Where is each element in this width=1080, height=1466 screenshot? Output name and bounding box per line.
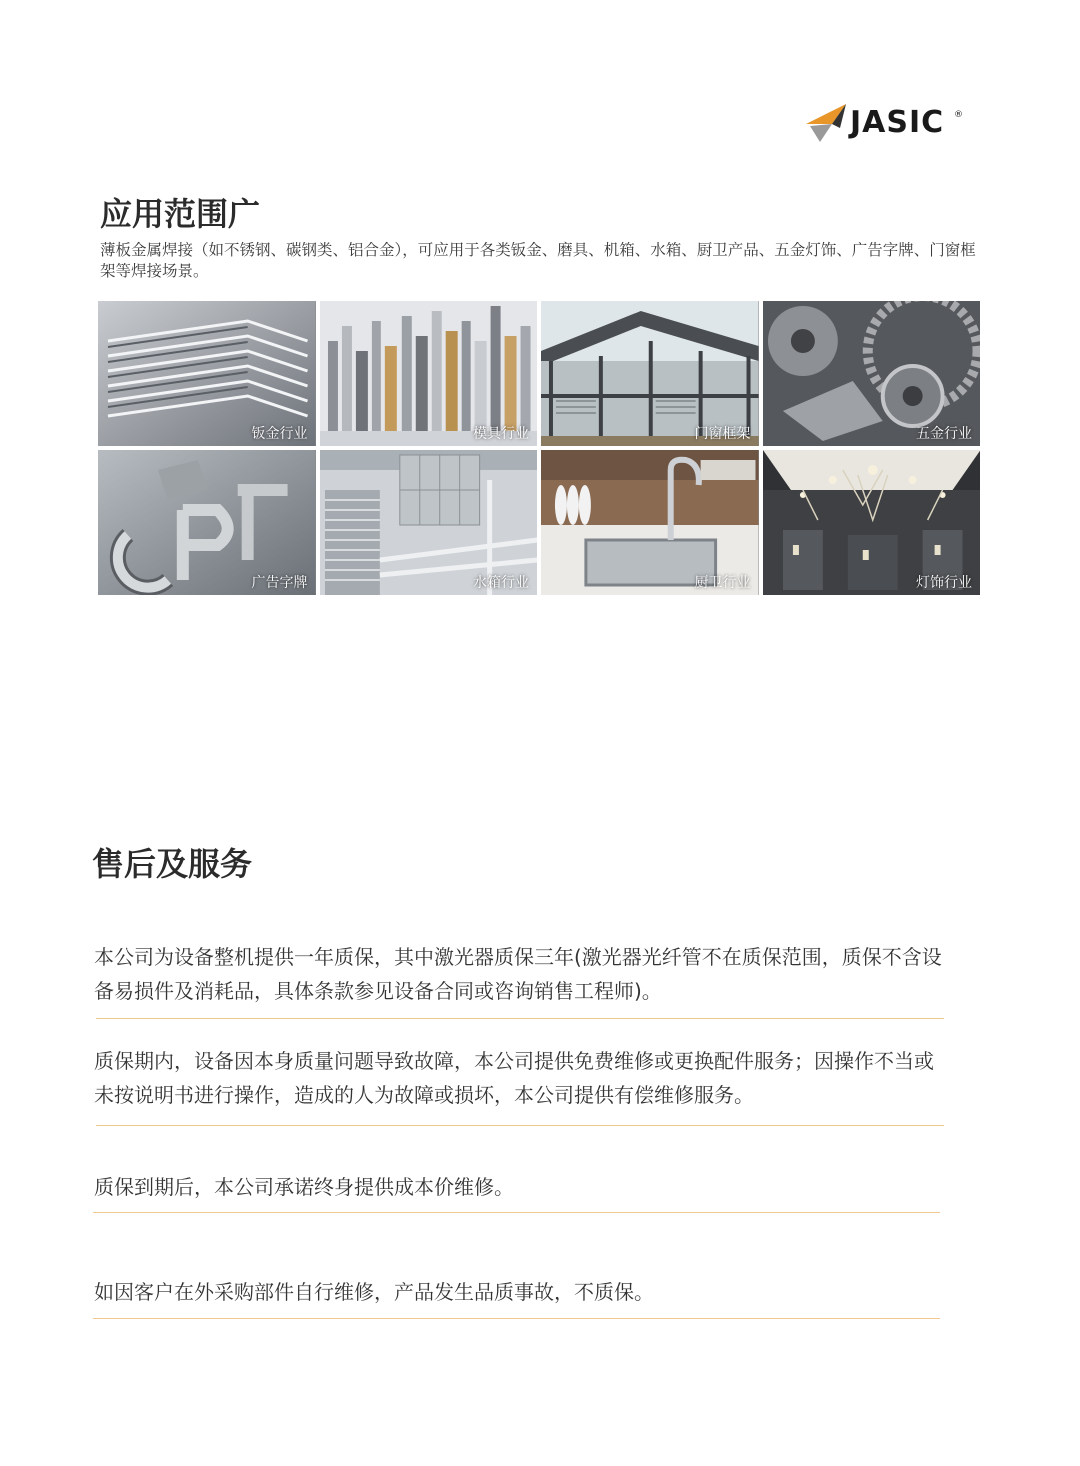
tile-label: 广告字牌 <box>251 575 308 591</box>
service-paragraph-lifetime: 质保到期后，本公司承诺终身提供成本价维修。 <box>94 1175 514 1199</box>
tile-label: 五金行业 <box>916 426 972 442</box>
service-paragraph-repair: 质保期内，设备因本身质量问题导致故障，本公司提供免费维修或更换配件服务；因操作不当或未按说明书进行操作，造成的人为故障或损坏，本公司提供有偿维修服务。 <box>94 1049 934 1107</box>
tile-kitchen <box>541 450 759 595</box>
tile-hardware <box>763 301 981 446</box>
logo-registered-mark: ® <box>954 110 963 120</box>
tile-lighting <box>763 450 981 595</box>
application-title: 应用范围广 <box>100 195 261 233</box>
tile-label: 厨卫行业 <box>694 575 751 591</box>
tile-window-frames <box>541 301 759 446</box>
divider-line <box>93 1212 940 1213</box>
tile-label: 门窗框架 <box>694 426 751 442</box>
divider-line <box>96 1018 944 1019</box>
tile-label: 模具行业 <box>473 426 529 442</box>
jasic-logo <box>806 100 966 146</box>
logo-text: JASIC <box>850 105 945 140</box>
tile-sheet-metal <box>98 301 316 446</box>
application-description: 薄板金属焊接（如不锈钢、碳钢类、铝合金），可应用于各类钣金、磨具、机箱、水箱、厨卫产品、五金灯饰、广告字牌、门窗框架等焊接场景。 <box>100 241 976 280</box>
tile-signage <box>98 450 316 595</box>
divider-line <box>96 1125 944 1126</box>
tile-molds <box>320 301 538 446</box>
divider-line <box>93 1318 940 1319</box>
tile-label: 水箱行业 <box>473 575 529 591</box>
service-title: 售后及服务 <box>92 845 253 883</box>
jasic-logo-icon <box>806 104 848 142</box>
application-image-grid <box>98 301 980 595</box>
tile-label: 灯饰行业 <box>916 575 972 591</box>
tile-label: 钣金行业 <box>251 426 308 442</box>
service-paragraph-warranty: 本公司为设备整机提供一年质保，其中激光器质保三年(激光器光纤管不在质保范围，质保不含设备易损件及消耗品，具体条款参见设备合同或咨询销售工程师)。 <box>94 945 942 1003</box>
tile-water-tanks <box>320 450 538 595</box>
service-paragraph-exclusion: 如因客户在外采购部件自行维修，产品发生品质事故，不质保。 <box>94 1280 654 1304</box>
